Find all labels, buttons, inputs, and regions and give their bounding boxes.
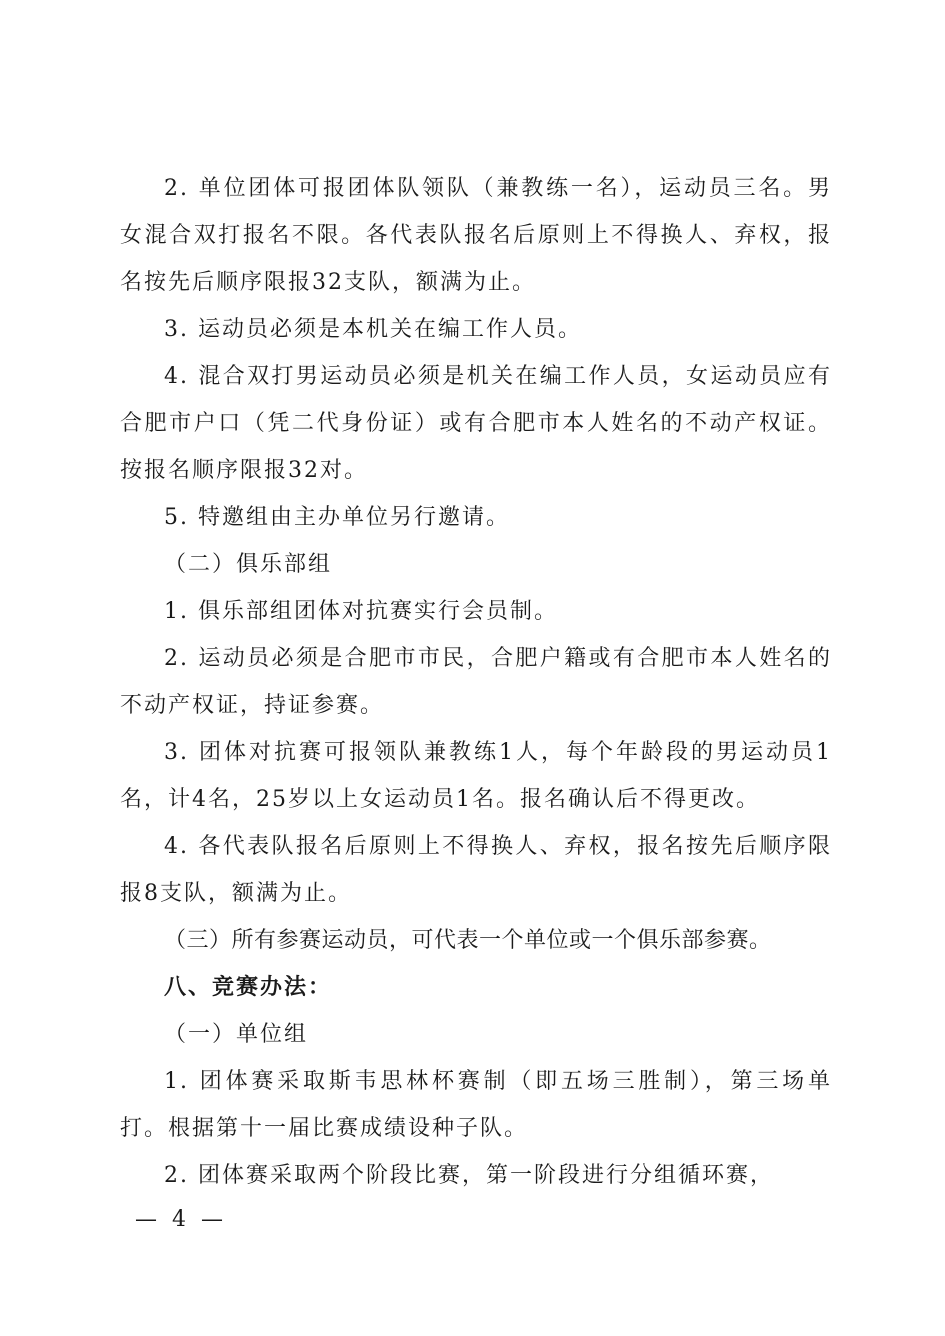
section-heading-all-athletes: （三）所有参赛运动员，可代表一个单位或一个俱乐部参赛。 xyxy=(164,928,772,953)
paragraph-team-format: 1. 团体赛采取斯韦思林杯赛制（即五场三胜制），第三场单打。根据第十一届比赛成绩设种子队。 xyxy=(120,1069,832,1141)
document-body xyxy=(120,165,832,1199)
paragraph-special-invitation-group: 5. 特邀组由主办单位另行邀请。 xyxy=(164,505,510,530)
paragraph-club-athlete-residency: 2. 运动员必须是合肥市市民，合肥户籍或有合肥市本人姓名的不动产权证，持证参赛。 xyxy=(120,646,832,718)
section-heading-club-group: （二）俱乐部组 xyxy=(164,552,333,577)
paragraph-club-membership: 1. 俱乐部组团体对抗赛实行会员制。 xyxy=(164,599,558,624)
paragraph-unit-team-registration: 2. 单位团体可报团体队领队（兼教练一名），运动员三名。男女混合双打报名不限。各代表队报名后原则上不得换人、弃权，报名按先后顺序限报32支队，额满为止。 xyxy=(120,176,832,295)
page-number: — 4 — xyxy=(135,1207,227,1232)
paragraph-athlete-staff-requirement: 3. 运动员必须是本机关在编工作人员。 xyxy=(164,317,582,342)
paragraph-club-team-composition: 3. 团体对抗赛可报领队兼教练1人，每个年龄段的男运动员1名，计4名，25岁以上女运动员1名。报名确认后不得更改。 xyxy=(120,740,832,812)
section-heading-competition-methods: 八、竞赛办法： xyxy=(164,974,333,1000)
paragraph-mixed-doubles-requirement: 4. 混合双打男运动员必须是机关在编工作人员，女运动员应有合肥市户口（凭二代身份证）或有合肥市本人姓名的不动产权证。按报名顺序限报32对。 xyxy=(120,364,832,483)
paragraph-club-registration-limit: 4. 各代表队报名后原则上不得换人、弃权，报名按先后顺序限报8支队，额满为止。 xyxy=(120,834,832,906)
paragraph-team-stages: 2. 团体赛采取两个阶段比赛，第一阶段进行分组循环赛， xyxy=(164,1163,774,1188)
section-heading-unit-group: （一）单位组 xyxy=(164,1022,309,1047)
